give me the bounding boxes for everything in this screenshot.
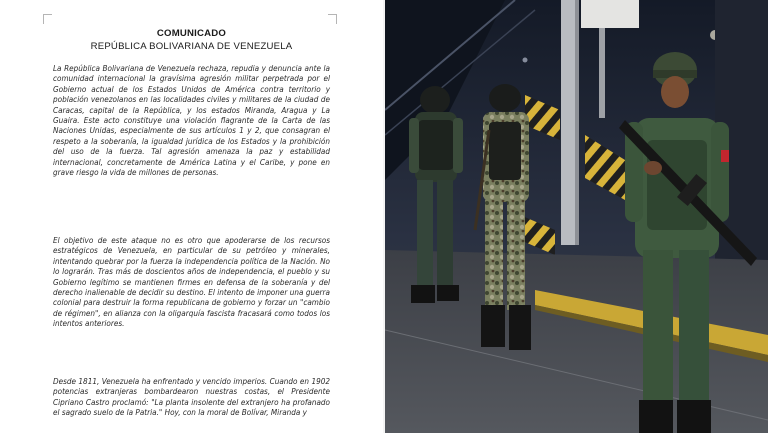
paragraph-2: El objetivo de este ataque no es otro que apoderarse de los recursos estratégicos de Venezuela, en particular de su petróleo y minerales, intentando quebrar por la fuerza la independencia política de la Nación. No lo lograrán. Tras más de doscientos años de independencia, el pueblo y su Gobierno legítimo se mantienen firmes en defensa de la soberanía y del derecho inalienable de decidir su destino. El intento de imponer una guerra colonial para destruir la forma republicana de gobierno y forzar un "cambio de régimen", en alianza con la oligarquía fascista fracasará como todos los intentos anteriores. (53, 235, 330, 329)
paragraph-3: Desde 1811, Venezuela ha enfrentado y vencido imperios. Cuando en 1902 potencias extranjeras bombardearon nuestras costas, el Presidente Cipriano Castro proclamó: "La planta insolente del extranjero ha profanado el sagrado suelo de la Patria." Hoy, con la moral de Bolívar, Miranda y (53, 376, 330, 418)
paragraph-1: La República Bolivariana de Venezuela rechaza, repudia y denuncia ante la comunidad internacional la gravísima agresión militar perpetrada por el Gobierno actual de los Estados Unidos de América contra territorio y población venezolanos en las localidades civiles y militares de la ciudad de Caracas, capital de la República, y los estados Miranda, Aragua y La Guaira. Este acto constituye una violación flagrante de la Carta de las Naciones Unidas, especialmente de sus artículos 1 y 2, que consagran el respeto a la soberanía, la igualdad jurídica de los Estados y la prohibición del uso de la fuerza. Tal agresión amenaza la paz y estabilidad internacional, concretamente de América Latina y el Caribe, y pone en grave riesgo la vida de millones de personas. (53, 63, 330, 178)
page-corner-mark-right (328, 14, 337, 24)
page-corner-mark-left (43, 14, 52, 24)
soldiers-photo (385, 0, 768, 433)
soldiers-photo-illustration (385, 0, 768, 433)
document-title: COMUNICADO (156, 28, 227, 39)
communique-document (0, 0, 383, 433)
document-subtitle: REPÚBLICA BOLIVARIANA DE VENEZUELA (90, 41, 293, 52)
